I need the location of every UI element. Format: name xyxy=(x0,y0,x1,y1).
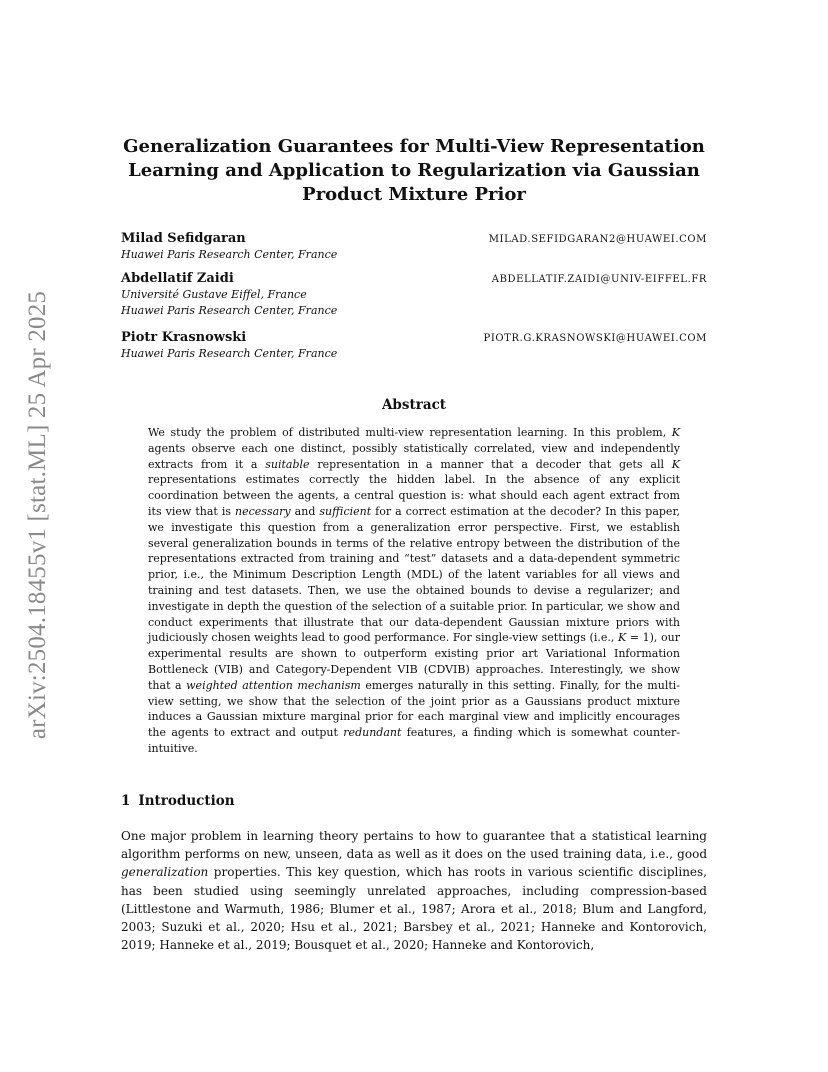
author-affiliation: Huawei Paris Research Center, France xyxy=(121,248,338,261)
author-email[interactable]: MILAD.SEFIDGARAN2@HUAWEI.COM xyxy=(488,234,707,245)
author-email[interactable]: PIOTR.G.KRASNOWSKI@HUAWEI.COM xyxy=(483,333,707,344)
section-number: 1 xyxy=(121,793,131,809)
abstract-heading: Abstract xyxy=(381,397,447,413)
author-name: Abdellatif Zaidi xyxy=(121,271,234,286)
author-affiliation: Université Gustave Eiffel, France xyxy=(121,288,307,301)
author-email[interactable]: ABDELLATIF.ZAIDI@UNIV-EIFFEL.FR xyxy=(491,274,707,285)
author-name: Piotr Krasnowski xyxy=(121,330,247,345)
author-block-1 xyxy=(121,230,707,263)
author-name: Milad Sefidgaran xyxy=(121,231,246,246)
author-block-2 xyxy=(121,270,707,319)
section-title: Introduction xyxy=(138,793,235,809)
author-affiliation: Huawei Paris Research Center, France xyxy=(121,304,338,317)
paper-title: Generalization Guarantees for Multi-View Representation Learning and Application to Regularization via Gaussian Product Mixture Prior xyxy=(123,136,705,205)
section-heading-introduction xyxy=(121,793,235,809)
author-affiliation: Huawei Paris Research Center, France xyxy=(121,347,338,360)
author-block-3 xyxy=(121,329,707,362)
introduction-text: One major problem in learning theory pertains to how to guarantee that a statistical learning algorithm performs on new, unseen, data as well as it does on the used training data, i.e., good generalization properties. This key question, which has roots in various scientific disciplines, has been studied using seemingly unrelated approaches, including compression-based (Littlestone and Warmuth, 1986; Blumer et al., 1987; Arora et al., 2018; Blum and Langford, 2003; Suzuki et al., 2020; Hsu et al., 2021; Barsbey et al., 2021; Hanneke and Kontorovich, 2019; Hanneke et al., 2019; Bousquet et al., 2020; Hanneke and Kontorovich, xyxy=(121,829,707,953)
arxiv-identifier[interactable]: arXiv:2504.18455v1 [stat.ML] 25 Apr 2025 xyxy=(24,290,52,740)
abstract-text: We study the problem of distributed multi-view representation learning. In this problem, K agents observe each one distinct, possibly statistically correlated, view and independently extracts from it a suitable representation in a manner that a decoder that gets all K representations estimates correctly the hidden label. In the absence of any explicit coordination between the agents, a central question is: what should each agent extract from its view that is necessary and sufficient for a correct estimation at the decoder? In this paper, we investigate this question from a generalization error perspective. First, we establish several generalization bounds in terms of the relative entropy between the distribution of the representations extracted from training and “test” datasets and a data-dependent symmetric prior, i.e., the Minimum Description Length (MDL) of the latent variables for all views and training and test datasets. Then, we use the obtained bounds to devise a regularizer; and investigate in depth the question of the selection of a suitable prior. In particular, we show and conduct experiments that illustrate that our data-dependent Gaussian mixture priors with judiciously chosen weights lead to good performance. For single-view settings (i.e., K = 1), our experimental results are shown to outperform existing prior art Variational Information Bottleneck (VIB) and Category-Dependent VIB (CDVIB) approaches. Interestingly, we show that a weighted attention mechanism emerges naturally in this setting. Finally, for the multi-view setting, we show that the selection of the joint prior as a Gaussians product mixture induces a Gaussian mixture marginal prior for each marginal view and implicitly encourages the agents to extract and output redundant features, a finding which is somewhat counter-intuitive. xyxy=(148,426,681,755)
arxiv-side-stamp xyxy=(18,280,58,750)
